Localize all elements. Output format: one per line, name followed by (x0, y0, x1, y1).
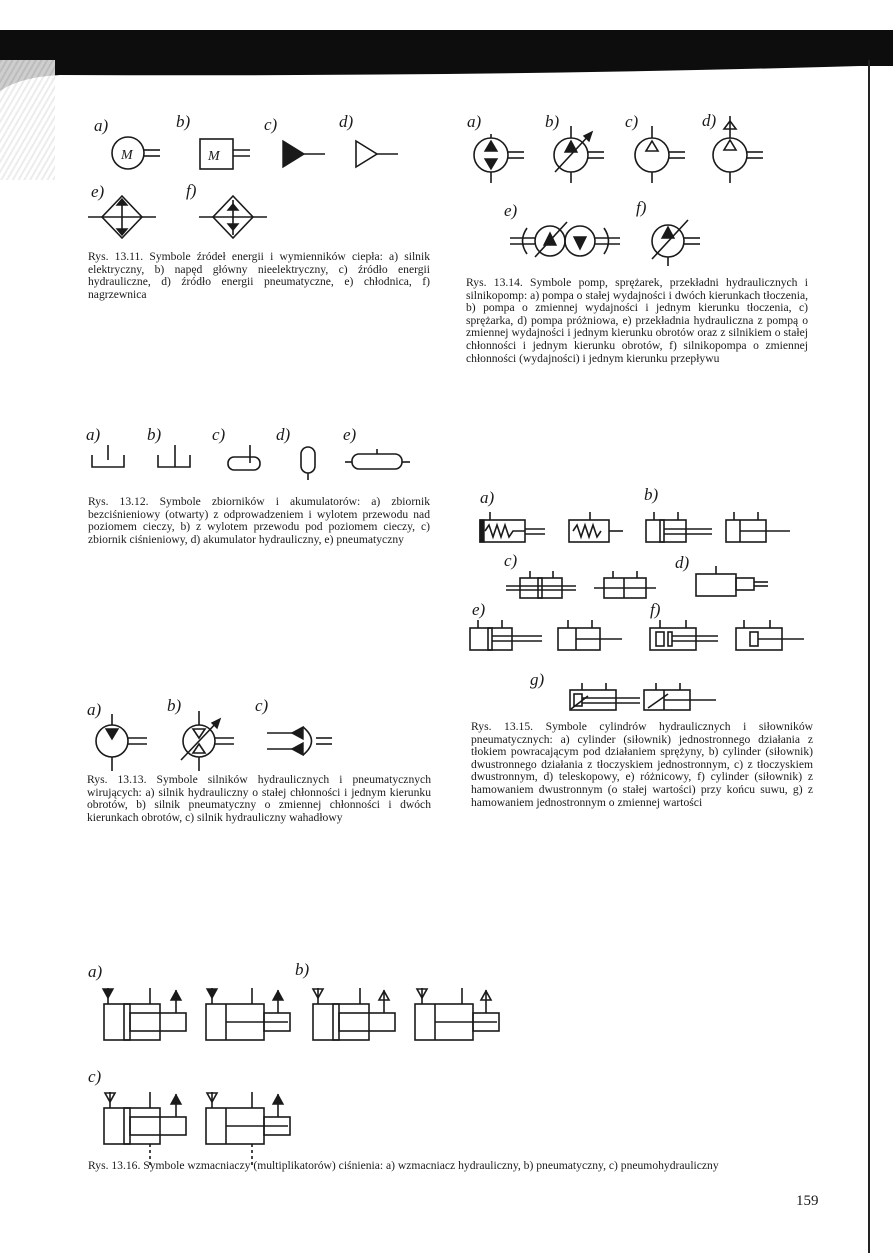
svg-text:a): a) (87, 700, 102, 719)
svg-text:d): d) (276, 425, 291, 444)
svg-text:M: M (208, 149, 220, 164)
svg-text:a): a) (88, 962, 103, 981)
svg-text:b): b) (167, 696, 182, 715)
svg-text:f): f) (650, 600, 661, 619)
svg-text:d): d) (702, 111, 717, 130)
caption-13-11: Rys. 13.11. Symbole źródeł energii i wymienników ciepła: a) silnik elektryczny, b) napęd główny nieelektryczny, c) źródło energii hydrauliczne, d) źródło energii pneumatyczne, e) chłodnica, f) nagrzewnica (88, 250, 430, 301)
pneumatic-intensifier-2 (415, 988, 499, 1040)
svg-text:c): c) (255, 696, 269, 715)
svg-text:a): a) (86, 425, 101, 444)
pneumatic-intensifier-1 (313, 988, 395, 1040)
svg-text:b): b) (545, 112, 560, 131)
label-c: c) (264, 115, 278, 134)
svg-text:e): e) (343, 425, 357, 444)
svg-text:M: M (121, 148, 133, 163)
svg-text:c): c) (625, 112, 639, 131)
caption-13-15: Rys. 13.15. Symbole cylindrów hydraulicznych i siłowników pneumatycznych: a) cylinder (siłownik) jednostronnego działania z tłokiem powracającym pod działaniem sprężyny, b) cylinder (siłownik) dwustronnego działania z tłoczyskiem jednostronnym, c) z tłoczyskiem dwustronnym, d) teleskopowy, e) różnicowy, f) cylinder (siłownik) z hamowaniem dwustronnym (o stałej wartości) przy końcu suwu, g) z hamowaniem jednostronnym o zmiennej wartości (471, 720, 813, 809)
svg-text:f): f) (636, 198, 647, 217)
caption-13-12: Rys. 13.12. Symbole zbiorników i akumulatorów: a) zbiornik bezciśnieniowy (otwarty) z odprowadzeniem i wylotem przewodu nad poziomem cieczy, b) z wylotem przewodu pod poziomem cieczy, c) zbiornik ciśnieniowy, d) akumulator hydrauliczny, e) pneumatyczny (88, 495, 430, 546)
caption-13-13: Rys. 13.13. Symbole silników hydraulicznych i pneumatycznych wirujących: a) silnik hydrauliczny o stałej chłonności i jednym kierunku obrotów, b) silnik pneumatyczny o zmiennej chłonności i dwóch kierunkach obrotów, c) silnik hydrauliczny wahadłowy (87, 773, 431, 824)
caption-13-16: Rys. 13.16. Symbole wzmacniaczy (multiplikatorów) ciśnienia: a) wzmacniacz hydrauliczny, b) pneumatyczny, c) pneumohydrauliczny (88, 1159, 719, 1172)
svg-text:c): c) (212, 425, 226, 444)
hydraulic-intensifier-2 (206, 988, 290, 1040)
pneumohydraulic-intensifier-2 (206, 1092, 290, 1166)
label-a: a) (94, 116, 109, 135)
label-e: e) (91, 182, 105, 201)
svg-text:c): c) (504, 551, 518, 570)
svg-text:c): c) (88, 1067, 102, 1086)
caption-13-14: Rys. 13.14. Symbole pomp, sprężarek, przekładni hydraulicznych i silnikopomp: a) pompa o stałej wydajności i dwóch kierunkach tłoczenia, b) pompa o zmiennej wydajności i jednym kierunku tłoczenia, c) sprężarka, d) pompa próżniowa, e) przekładnia hydrauliczna z pompą o zmiennej wydajności i jednym kierunku obrotów oraz z silnikiem o stałej chłonności i jednym kierunku obrotów, f) silnikopompa o zmiennej chłonności (wydajności) i jednym kierunku przepływu (466, 276, 808, 365)
svg-text:e): e) (472, 600, 486, 619)
svg-text:d): d) (675, 553, 690, 572)
svg-text:a): a) (480, 488, 495, 507)
svg-text:g): g) (530, 670, 545, 689)
svg-text:b): b) (644, 485, 659, 504)
pneumohydraulic-intensifier-1 (104, 1092, 186, 1166)
svg-text:a): a) (467, 112, 482, 131)
svg-text:e): e) (504, 201, 518, 220)
hydraulic-intensifier-1 (103, 988, 186, 1040)
svg-text:b): b) (295, 960, 310, 979)
label-b: b) (176, 112, 191, 131)
page-number: 159 (796, 1193, 819, 1209)
label-d: d) (339, 112, 354, 131)
svg-text:b): b) (147, 425, 162, 444)
label-f: f) (186, 181, 197, 200)
